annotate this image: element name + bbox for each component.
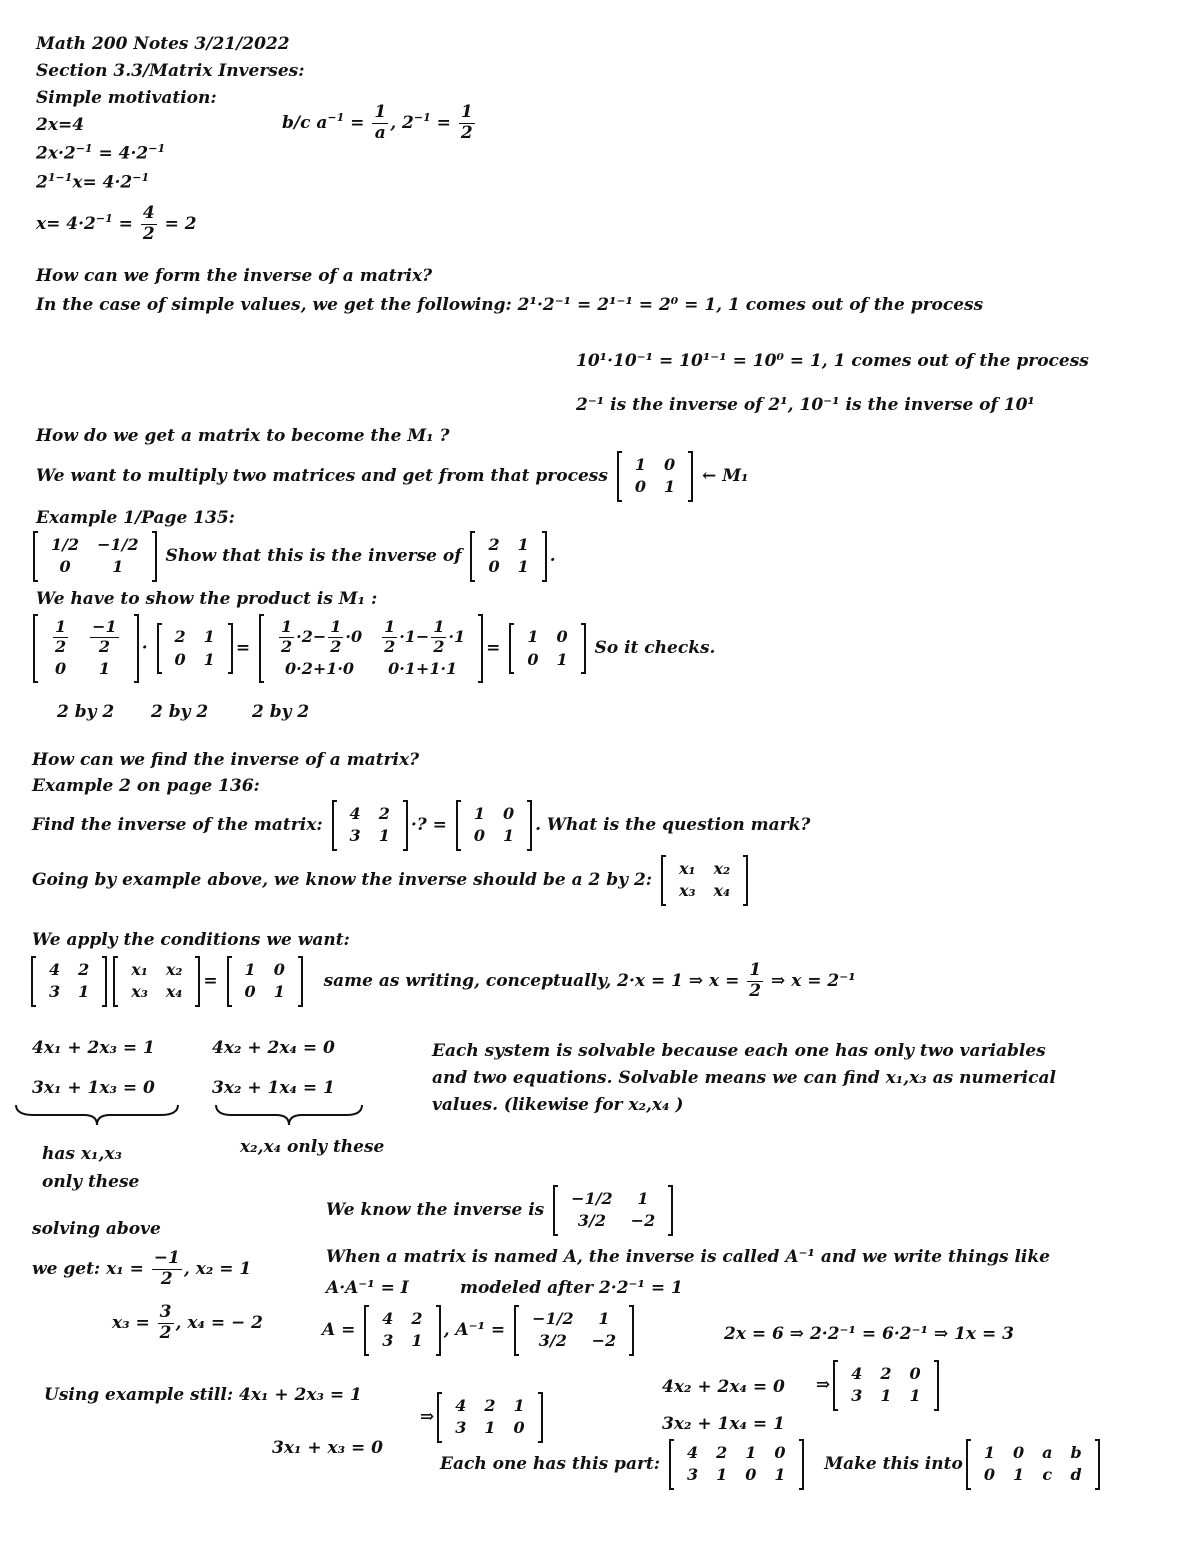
- dim-label-1: 2 by 2: [57, 702, 115, 722]
- example-1-line: 1/2 −1/2 0 1 Show that this is the inverse of 2 1 0 1 .: [30, 532, 556, 581]
- has-x1x3-label: has x₁,x₃: [42, 1144, 122, 1164]
- matrix-a-inverse: −1/2 1 3/2 −2: [514, 1306, 634, 1355]
- dim-label-3: 2 by 2: [252, 702, 310, 722]
- simple-values-line: In the case of simple values, we get the following: 2¹·2⁻¹ = 2¹⁻¹ = 2⁰ = 1, 1 comes out of the process: [36, 295, 984, 315]
- matrix-a: 4 2 3 1: [364, 1306, 440, 1355]
- eq-3x1: 3x₁ + x₃ = 0: [272, 1438, 383, 1458]
- form-inverse-question: How can we form the inverse of a matrix?: [36, 266, 433, 286]
- named-a-line: When a matrix is named A, the inverse is called A⁻¹ and we write things like: [326, 1247, 1050, 1267]
- inverse-of-line: 2⁻¹ is the inverse of 2¹, 10⁻¹ is the inverse of 10¹: [576, 395, 1035, 415]
- matrix-cond-a: 4 2 3 1: [31, 957, 107, 1006]
- brace-system-2: [214, 1103, 364, 1127]
- system-2-eq-1: 4x₂ + 2x₄ = 0: [212, 1038, 335, 1058]
- matrix-product-right: 2 1 0 1: [157, 624, 233, 673]
- each-one-part-line: Each one has this part: 4 2 1 0 3 1 0 1 Make this into 1 0 a b 0 1 c d: [440, 1440, 1103, 1489]
- x3-x4-line: x₃ = $\frac{3}{2}$ , x₄ = − 2: [112, 1302, 264, 1343]
- matrix-ex2-identity: 1 0 0 1: [456, 801, 532, 850]
- find-inverse-question: How can we find the inverse of a matrix?: [32, 750, 420, 770]
- matrix-ex2-a: 4 2 3 1: [332, 801, 408, 850]
- system-2-eq-2: 3x₂ + 1x₄ = 1: [212, 1078, 335, 1098]
- motivation-line-2: $2x\cdot 2^{-1} = 4\cdot 2^{-1}$: [36, 142, 166, 164]
- matrix-augmented-1: 4 2 1 3 1 0: [437, 1393, 542, 1442]
- augmented-2-line: ⇒ 4 2 0 3 1 1: [816, 1361, 942, 1410]
- we-get-line: we get: x₁ = $\frac{-1}{2}$ , x₂ = 1: [32, 1248, 252, 1289]
- system-1-eq-1: 4x₁ + 2x₃ = 1: [32, 1038, 155, 1058]
- example-2-line: Find the inverse of the matrix: 4 2 3 1 ·? = 1 0 0 1 . What is the question mark?: [32, 801, 810, 850]
- using-example-line: Using example still: 4x₁ + 2x₃ = 1: [44, 1385, 362, 1405]
- matrix-product-left: $\frac{1}{2}$ $\frac{-1}{2}$ 0 1: [33, 615, 139, 682]
- apply-conditions-line: We apply the conditions we want:: [32, 930, 350, 950]
- product-m1-line: We have to show the product is M₁ :: [36, 589, 378, 609]
- solvable-line-1: Each system is solvable because each one has only two variables: [432, 1041, 1046, 1061]
- a-ainv-line: A·A⁻¹ = I: [326, 1278, 409, 1298]
- example-1-heading: Example 1/Page 135:: [36, 508, 235, 528]
- product-check: $\frac{1}{2}$ $\frac{-1}{2}$ 0 1 · 2 1 0 1 = $\frac{1}{2}$ ·2− $\frac{1}{2}$ ·0 $\frac{1}{2}$ ·1− $\frac{1}{2}$ ·1 0·2+1·0 0·1+1·1 = 1 0 0 1 So it checks.: [30, 615, 715, 682]
- motivation-line-1: 2x=4: [36, 115, 85, 135]
- motivation-heading: Simple motivation:: [36, 88, 217, 108]
- solving-above-label: solving above: [32, 1219, 161, 1239]
- solvable-line-2: and two equations. Solvable means we can find x₁,x₃ as numerical: [432, 1068, 1056, 1088]
- conditions-equation: 4 2 3 1 x₁ x₂ x₃ x₄ = 1 0 0 1 same as writing, conceptually, 2·x = 1 ⇒ x = $\frac{1}{2}$ ⇒ x = 2⁻¹: [28, 957, 856, 1006]
- matrix-m1: 1 0 0 1: [617, 452, 693, 501]
- matrix-augmented-2: 4 2 0 3 1 1: [833, 1361, 938, 1410]
- multiply-line: We want to multiply two matrices and get from that process 1 0 0 1 ← M₁: [36, 452, 748, 501]
- going-by-line: Going by example above, we know the inverse should be a 2 by 2: x₁ x₂ x₃ x₄: [32, 856, 751, 905]
- only-these-label: only these: [42, 1172, 140, 1192]
- matrix-inverse-result: −1/2 1 3/2 −2: [553, 1186, 673, 1235]
- matrix-cond-x: x₁ x₂ x₃ x₄: [113, 957, 200, 1006]
- matrix-target: 1 0 a b 0 1 c d: [966, 1440, 1100, 1489]
- two-x-six-line: 2x = 6 ⇒ 2·2⁻¹ = 6·2⁻¹ ⇒ 1x = 3: [724, 1324, 1014, 1344]
- system-1-eq-2: 3x₁ + 1x₃ = 0: [32, 1078, 155, 1098]
- augmented-1-line: ⇒ 4 2 1 3 1 0: [420, 1393, 546, 1442]
- page-title: Math 200 Notes 3/21/2022: [36, 34, 290, 54]
- dim-label-2: 2 by 2: [151, 702, 209, 722]
- become-m1-question: How do we get a matrix to become the M₁ ?: [36, 426, 450, 446]
- matrix-augmented-full: 4 2 1 0 3 1 0 1: [669, 1440, 804, 1489]
- a-definition-line: A = 4 2 3 1 , A⁻¹ = −1/2 1 3/2 −2: [322, 1306, 637, 1355]
- matrix-ex1-inverse: 1/2 −1/2 0 1: [33, 532, 157, 581]
- matrix-ex1-a: 2 1 0 1: [470, 532, 546, 581]
- ten-line: 10¹·10⁻¹ = 10¹⁻¹ = 10⁰ = 1, 1 comes out of the process: [576, 351, 1089, 371]
- example-2-heading: Example 2 on page 136:: [32, 776, 260, 796]
- solvable-line-3: values. (likewise for x₂,x₄ ): [432, 1095, 684, 1115]
- bc-note: b/c $a^{-1}$ = $\frac{1}{a}$ , $2^{-1}$ = $\frac{1}{2}$: [282, 102, 473, 143]
- eq-3x2: 3x₂ + 1x₄ = 1: [662, 1414, 785, 1434]
- section-heading: Section 3.3/Matrix Inverses:: [36, 61, 305, 81]
- matrix-cond-identity: 1 0 0 1: [227, 957, 303, 1006]
- modeled-after-line: modeled after 2·2⁻¹ = 1: [460, 1278, 683, 1298]
- matrix-x: x₁ x₂ x₃ x₄: [661, 856, 748, 905]
- eq-4x2: 4x₂ + 2x₄ = 0: [662, 1377, 785, 1397]
- x2x4-only-label: x₂,x₄ only these: [240, 1137, 385, 1157]
- motivation-line-4: $x= 4\cdot 2^{-1}$ = $\frac{4}{2}$ = 2: [36, 203, 197, 244]
- matrix-product-result: 1 0 0 1: [509, 624, 585, 673]
- motivation-line-3: $2^{1-1}x= 4\cdot 2^{-1}$: [36, 171, 150, 193]
- brace-system-1: [14, 1103, 180, 1127]
- know-inverse-line: We know the inverse is −1/2 1 3/2 −2: [326, 1186, 676, 1235]
- matrix-product-expanded: $\frac{1}{2}$ ·2− $\frac{1}{2}$ ·0 $\frac{1}{2}$ ·1− $\frac{1}{2}$ ·1 0·2+1·0 0·1+1·1: [259, 615, 483, 682]
